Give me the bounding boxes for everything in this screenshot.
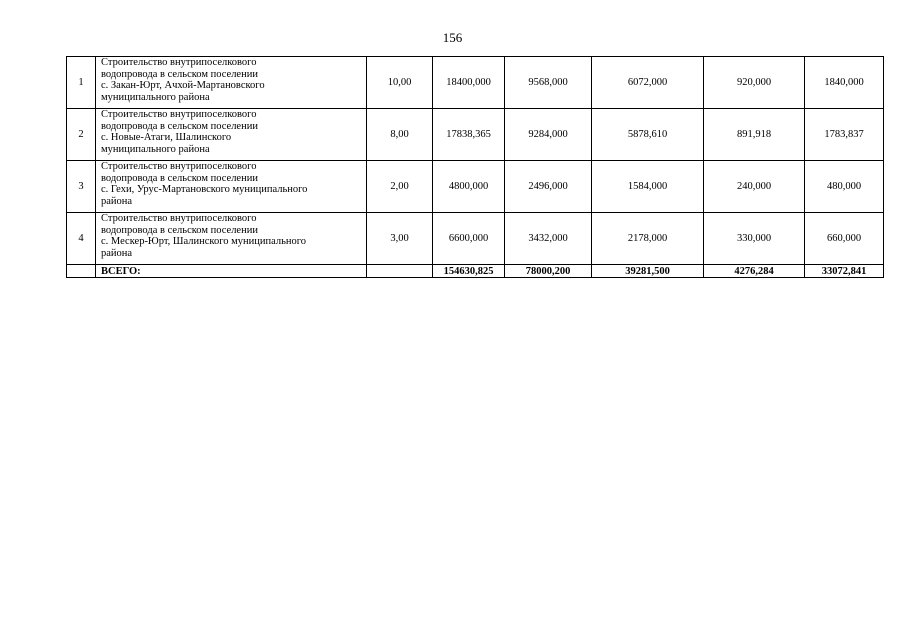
project-name [96, 57, 367, 109]
cell-value-3: 3432,000 [505, 213, 592, 265]
total-row [67, 265, 884, 278]
page-number: 156 [442, 30, 463, 45]
cell-value-4: 1584,000 [592, 161, 704, 213]
total-length [367, 265, 433, 278]
project-name-line: Строительство внутрипоселкового [101, 57, 257, 68]
row-number: 4 [67, 213, 96, 265]
cell-value-6: 480,000 [805, 161, 884, 213]
project-name-line: муниципального района [101, 143, 210, 155]
project-name-line: с. Мескер-Юрт, Шалинского муниципального [101, 236, 307, 247]
project-name-line: с. Гехи, Урус-Мартановского муниципального [101, 184, 308, 195]
cell-value-3: 9284,000 [505, 109, 592, 161]
cell-value-5: 240,000 [704, 161, 805, 213]
total-cost: 154630,825 [433, 265, 505, 278]
table-row [67, 213, 884, 265]
cell-value-4: 2178,000 [592, 213, 704, 265]
project-name-line: водопровода в сельском поселении [101, 224, 258, 236]
budget-table [66, 56, 884, 278]
project-name [96, 161, 367, 213]
project-name-line: водопровода в сельском поселении [101, 120, 258, 132]
project-name-line: с. Новые-Атаги, Шалинского [101, 132, 232, 143]
cell-length: 2,00 [367, 161, 433, 213]
cell-total-cost: 17838,365 [433, 109, 505, 161]
project-name [96, 213, 367, 265]
cell-length: 3,00 [367, 213, 433, 265]
cell-value-6: 1783,837 [805, 109, 884, 161]
project-name-line: водопровода в сельском поселении [101, 172, 258, 184]
row-number: 3 [67, 161, 96, 213]
project-name-line: Строительство внутрипоселкового [101, 109, 257, 120]
row-number: 2 [67, 109, 96, 161]
cell-length: 10,00 [367, 57, 433, 109]
cell-value-3: 9568,000 [505, 57, 592, 109]
cell-value-6: 660,000 [805, 213, 884, 265]
project-name-line: водопровода в сельском поселении [101, 68, 258, 80]
cell-length: 8,00 [367, 109, 433, 161]
project-name-line: муниципального района [101, 91, 210, 103]
cell-value-5: 330,000 [704, 213, 805, 265]
row-number: 1 [67, 57, 96, 109]
project-name-line: района [101, 247, 133, 259]
total-number-cell [67, 265, 96, 278]
total-value-4: 39281,500 [592, 265, 704, 278]
total-value-5: 4276,284 [704, 265, 805, 278]
total-label: ВСЕГО: [96, 265, 367, 278]
total-value-6: 33072,841 [805, 265, 884, 278]
total-value-3: 78000,200 [505, 265, 592, 278]
cell-value-5: 920,000 [704, 57, 805, 109]
cell-value-4: 5878,610 [592, 109, 704, 161]
cell-total-cost: 6600,000 [433, 213, 505, 265]
table-row [67, 161, 884, 213]
table-row [67, 57, 884, 109]
project-name-line: Строительство внутрипоселкового [101, 161, 257, 172]
cell-total-cost: 18400,000 [433, 57, 505, 109]
project-name-line: района [101, 195, 133, 207]
cell-value-4: 6072,000 [592, 57, 704, 109]
project-name-line: Строительство внутрипоселкового [101, 213, 257, 224]
cell-value-6: 1840,000 [805, 57, 884, 109]
project-name-line: с. Закан-Юрт, Ачхой-Мартановского [101, 80, 265, 91]
cell-value-5: 891,918 [704, 109, 805, 161]
project-name [96, 109, 367, 161]
cell-total-cost: 4800,000 [433, 161, 505, 213]
table-row [67, 109, 884, 161]
cell-value-3: 2496,000 [505, 161, 592, 213]
